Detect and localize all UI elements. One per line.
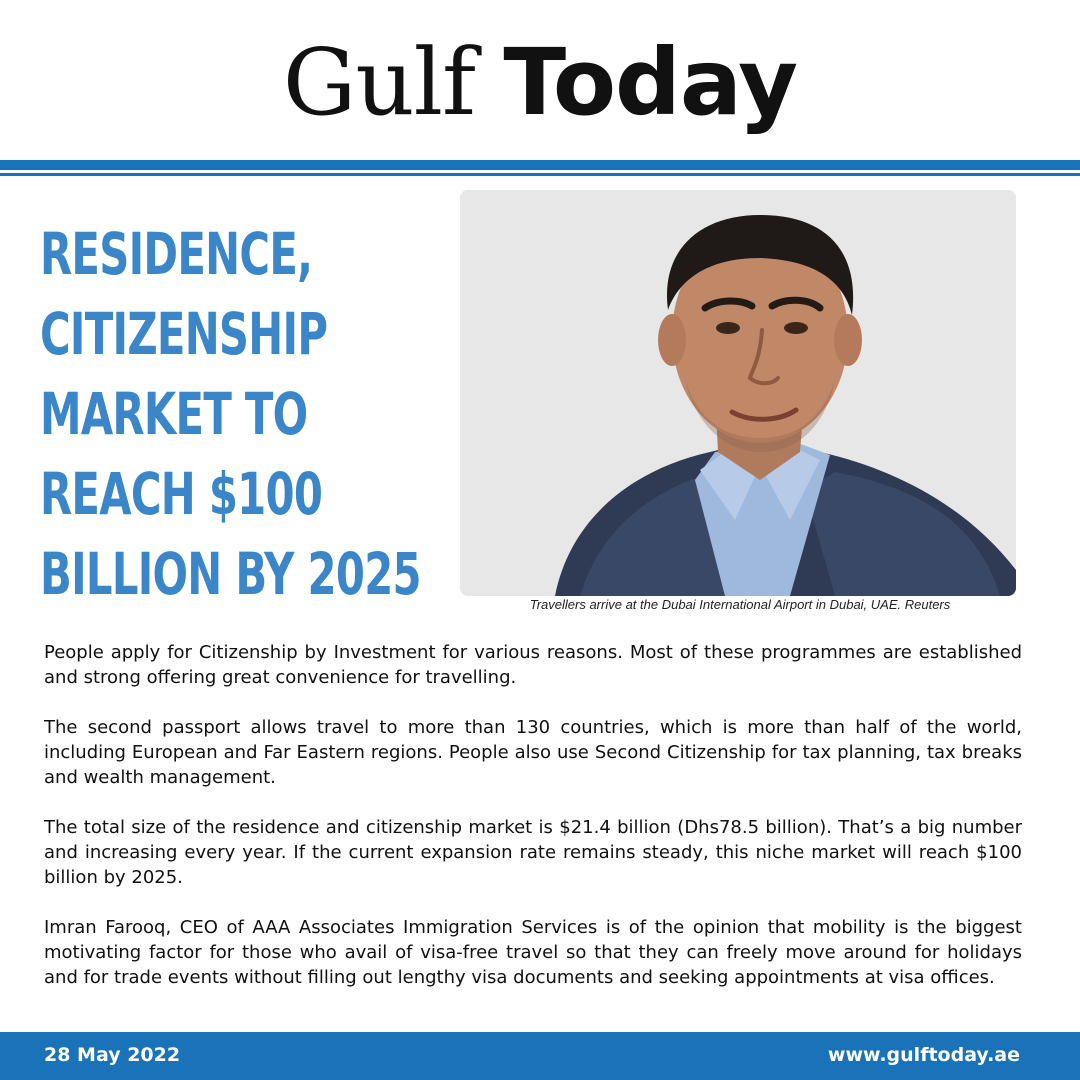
portrait-illustration <box>460 190 1016 596</box>
headline-line: CITIZENSHIP <box>40 300 328 368</box>
header-rule-thick <box>0 160 1080 170</box>
website-link[interactable]: www.gulftoday.ae <box>827 1044 1020 1066</box>
headline-line: BILLION BY 2025 <box>40 540 421 608</box>
photo-caption: Travellers arrive at the Dubai International Airport in Dubai, UAE. Reuters <box>529 597 951 612</box>
publish-date: 28 May 2022 <box>44 1044 181 1066</box>
article-paragraph: The total size of the residence and citizenship market is $21.4 billion (Dhs78.5 billion). That’s a big number and increasing every year. If the current expansion rate remains steady, this niche market will reach $100 billion by 2025. <box>44 817 1022 888</box>
portrait-photo <box>460 190 1016 596</box>
headline-line: REACH $100 <box>40 460 323 528</box>
logo-gulf: Gulf <box>282 29 476 136</box>
article-body <box>44 640 1022 1015</box>
headline-line: MARKET TO <box>40 380 308 448</box>
masthead <box>0 0 1080 160</box>
article-paragraph: People apply for Citizenship by Investment for various reasons. Most of these programmes are established and strong offering great convenience for travelling. <box>44 642 1022 688</box>
logo-today: Today <box>503 29 798 136</box>
article-paragraph: The second passport allows travel to more than 130 countries, which is more than half of the world, including European and Far Eastern regions. People also use Second Citizenship for tax planning, tax breaks and wealth management. <box>44 717 1022 788</box>
headline-line: RESIDENCE, <box>40 220 313 288</box>
article-paragraph: Imran Farooq, CEO of AAA Associates Immigration Services is of the opinion that mobility is the biggest motivating factor for those who avail of visa-free travel so that they can freely move around for holidays and for trade events without filling out lengthy visa documents and seeking appointments at visa offices. <box>44 917 1022 988</box>
footer-bar <box>0 1032 1080 1080</box>
gulf-today-logo[interactable] <box>0 28 1080 138</box>
headline <box>40 214 421 614</box>
header-rule-thin <box>0 173 1080 176</box>
